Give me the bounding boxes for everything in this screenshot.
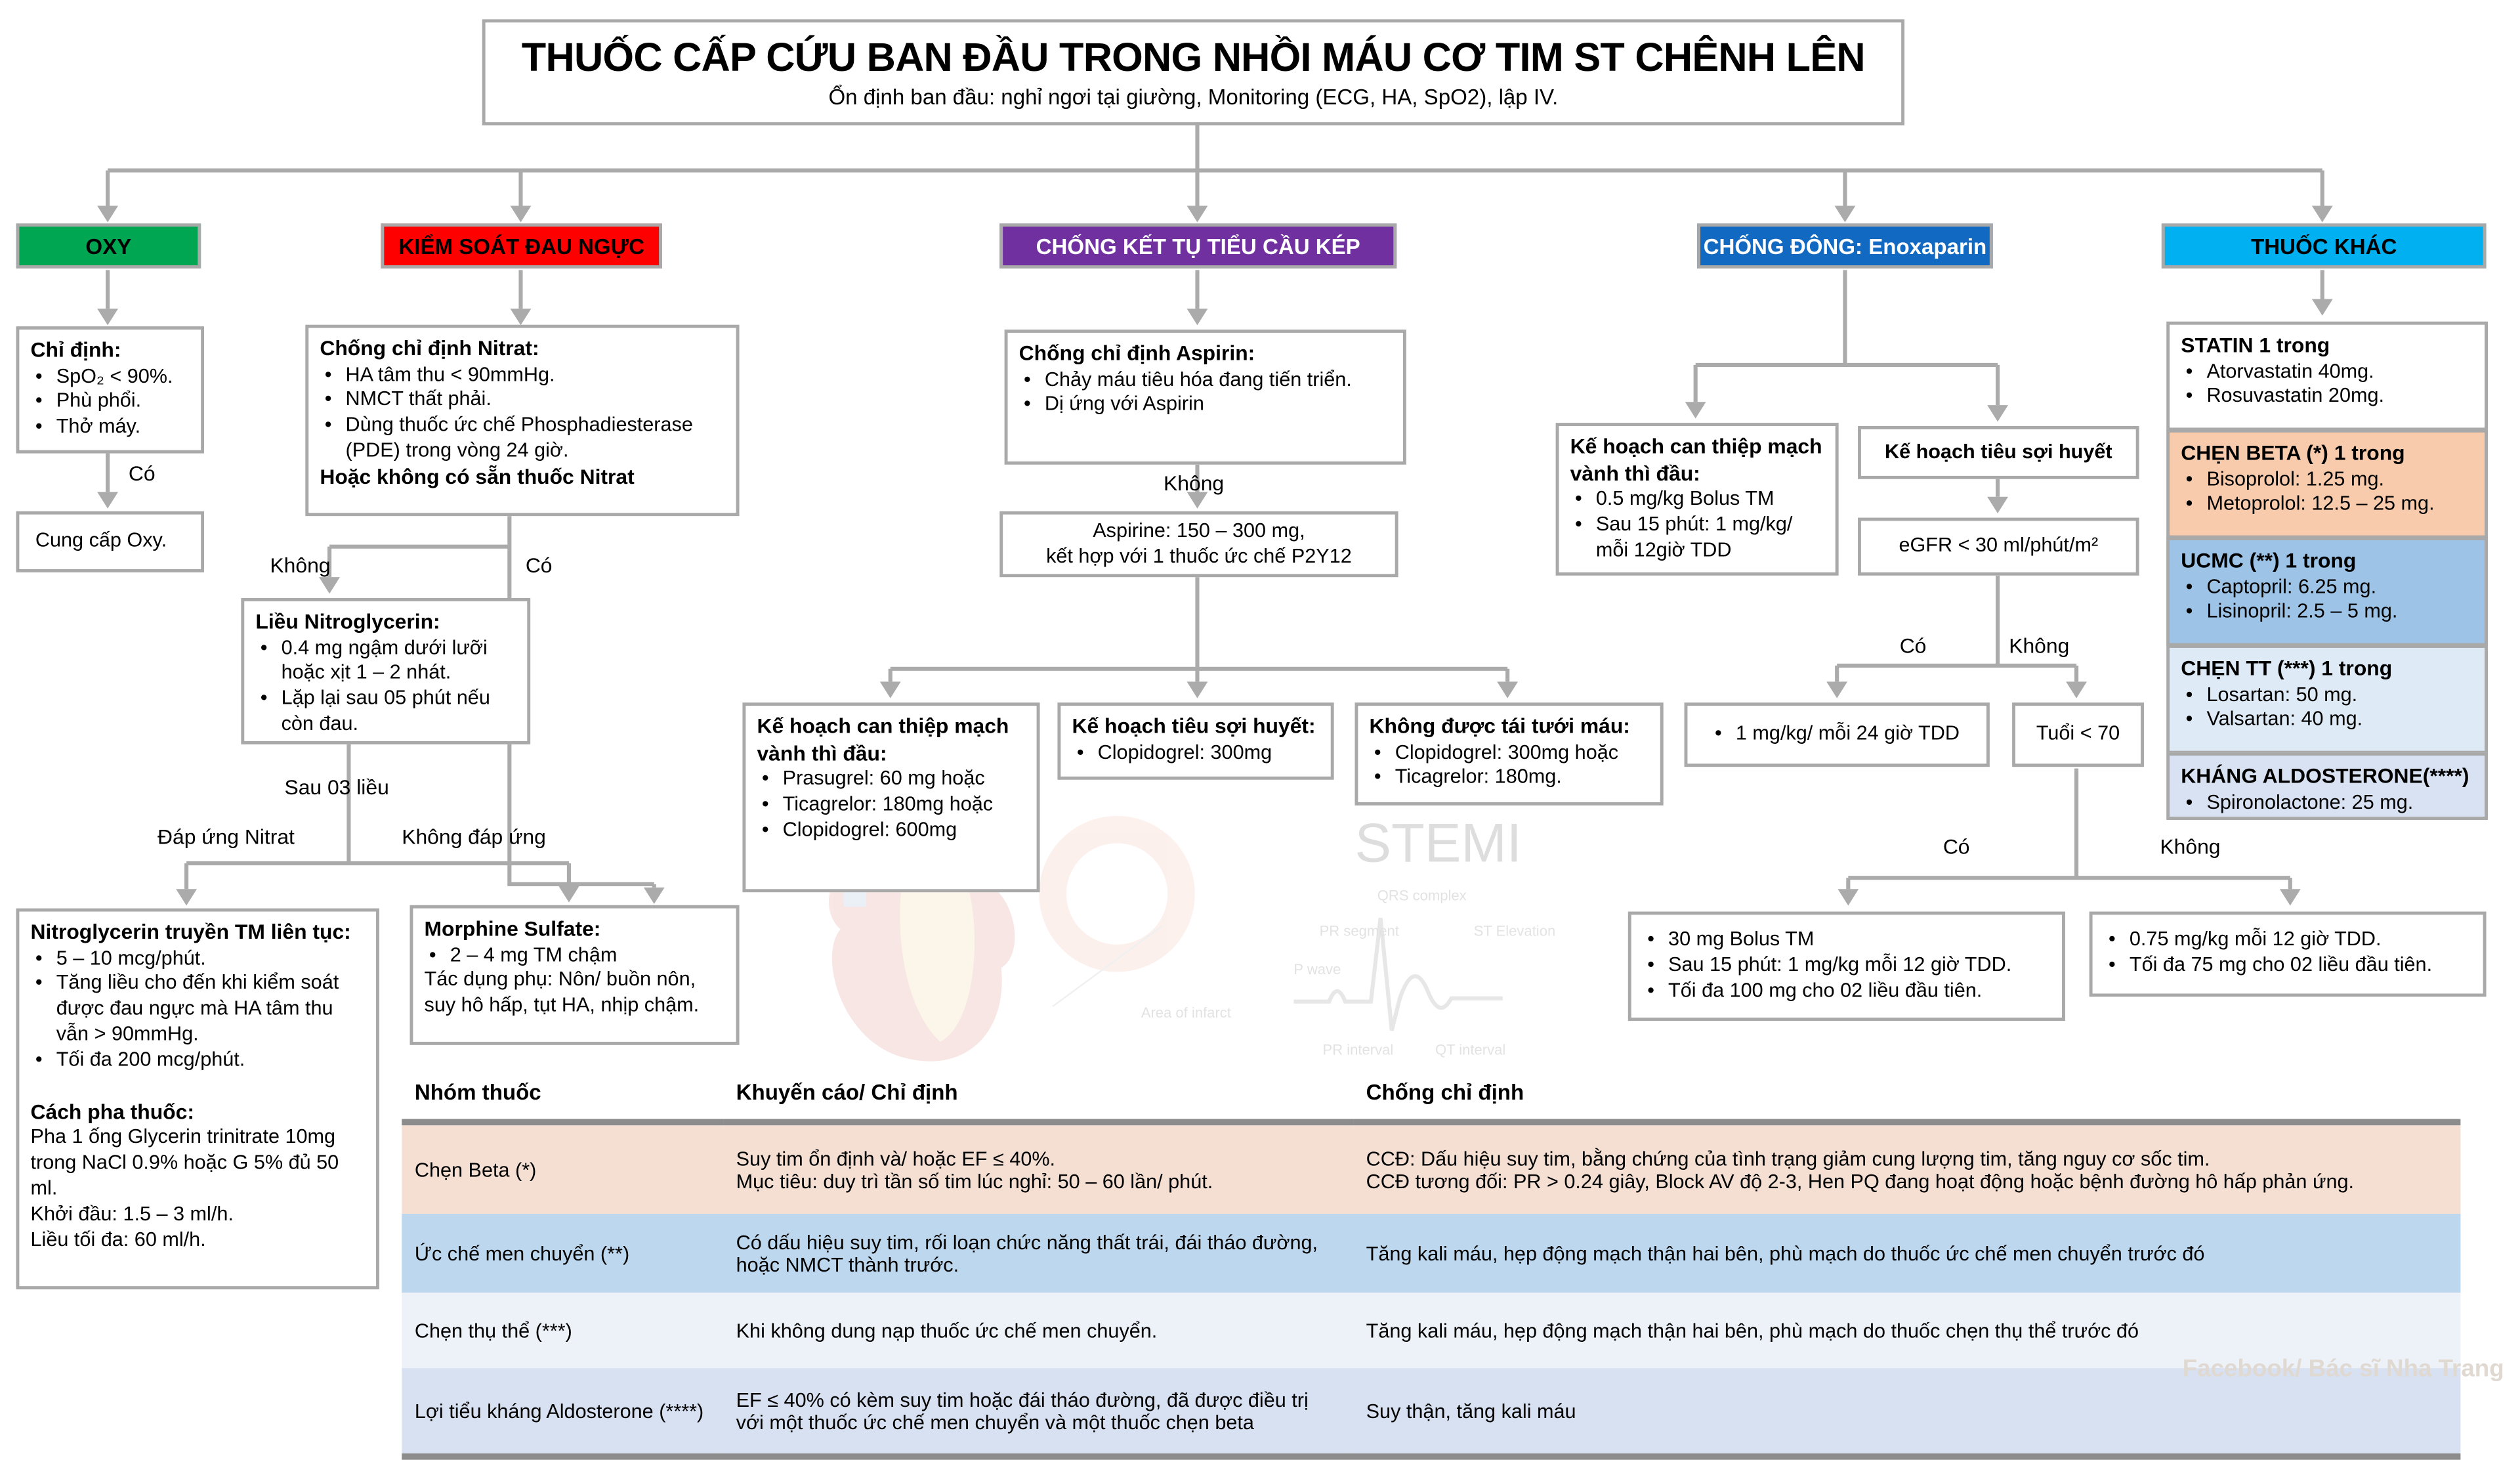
edge-label-after-3-doses: Sau 03 liều — [284, 775, 389, 800]
list-item: • Tối đa 75 mg cho 02 liều đầu tiên. — [2104, 953, 2472, 979]
text-line: Khi không dung nạp thuốc ức chế men chuyển. — [736, 1319, 1158, 1342]
table-cell-rec — [723, 1368, 1353, 1453]
edge-label-yes: Có — [525, 553, 553, 578]
text-line: EF ≤ 40% có kèm suy tim hoặc đái tháo đường, đã được điều trị với một thuốc ức chế men chuyển và một thuốc chẹn beta — [736, 1388, 1309, 1434]
nitrate-contraindication-box — [305, 325, 739, 516]
credit-watermark: Facebook/ Bác sĩ Nha Trang — [2182, 1355, 2504, 1383]
morphine-box — [410, 905, 739, 1045]
list-item: • HA tâm thu < 90mmHg. — [320, 362, 724, 388]
box-footer: Hoặc không có sẵn thuốc Nitrat — [320, 464, 635, 489]
text-line: Aspirine: 150 – 300 mg, — [1093, 519, 1305, 542]
ecg-label: P wave — [1293, 961, 1341, 978]
box-title: Không được tái tưới máu: — [1369, 714, 1630, 739]
edge-label-no: Không — [2160, 834, 2221, 859]
list-item: • Rosuvastatin 20mg. — [2181, 385, 2473, 410]
list-item: • Phù phổi. — [31, 390, 190, 416]
box-title: Chống chỉ định Aspirin: — [1018, 341, 1255, 365]
box-subtitle: Cách pha thuốc: — [30, 1099, 194, 1124]
list-item: • Bisoprolol: 1.25 mg. — [2181, 467, 2473, 492]
list-item: • Sau 15 phút: 1 mg/kg/ mỗi 12giờ TDD — [1570, 513, 1824, 564]
text-line: Pha 1 ống Glycerin trinitrate 10mg trong NaCl 0.9% hoặc G 5% đủ 50 ml. — [30, 1126, 339, 1200]
ecg-label: PR interval — [1322, 1041, 1394, 1058]
text-line: Có dấu hiệu suy tim, rối loạn chức năng thất trái, đái tháo đường, hoặc NMCT thành trước. — [736, 1230, 1318, 1276]
text-line: Khởi đầu: 1.5 – 3 ml/h. — [30, 1202, 234, 1226]
edge-label-no: Không — [270, 553, 331, 578]
list-item: • Ticagrelor: 180mg hoặc — [757, 792, 1025, 818]
table-cell-group: Lợi tiểu kháng Aldosterone (****) — [402, 1368, 723, 1453]
edge-label-yes: Có — [1899, 633, 1927, 658]
list-item: • Spironolactone: 25 mg. — [2181, 790, 2473, 816]
list-item: • NMCT thất phải. — [320, 388, 724, 414]
list-item: • Prasugrel: 60 mg hoặc — [757, 767, 1025, 792]
beta-blocker-box — [2166, 429, 2488, 539]
header-anticoagulant: CHỐNG ĐÔNG: Enoxaparin — [1697, 223, 1993, 268]
list-item: • Tăng liều cho đến khi kiểm soát được đau ngực mà HA tâm thu vẫn > 90mmHg. — [31, 972, 365, 1048]
header-antiplatelet: CHỐNG KẾT TỤ TIỂU CẦU KÉP — [999, 223, 1396, 268]
edge-label-yes: Có — [1942, 834, 1970, 859]
box-title: Liều Nitroglycerin: — [255, 609, 440, 633]
list-item: • Sau 15 phút: 1 mg/kg mỗi 12 giờ TDD. — [1643, 953, 2051, 979]
list-item: • Valsartan: 40 mg. — [2181, 708, 2473, 733]
text-line: Suy tim ổn định và/ hoặc EF ≤ 40%. — [736, 1147, 1056, 1170]
column-header: Nhóm thuốc — [402, 1066, 723, 1126]
dose-24h-box — [1685, 702, 1990, 767]
text-line: kết hợp với 1 thuốc ức chế P2Y12 — [1046, 544, 1352, 567]
table-cell-group: Chẹn Beta (*) — [402, 1125, 723, 1214]
list-item: • Atorvastatin 40mg. — [2181, 359, 2473, 385]
enoxaparin-fibrinolysis-box: Kế hoạch tiêu sợi huyết — [1858, 426, 2139, 479]
edge-label-nitrate-response: Đáp ứng Nitrat — [158, 825, 295, 849]
stemi-watermark-text: STEMI — [1354, 812, 1522, 874]
enoxaparin-pci-box — [1556, 423, 1839, 576]
box-title: STATIN 1 trong — [2181, 332, 2330, 357]
list-item: • Clopidogrel: 600mg — [757, 818, 1025, 844]
list-item: • 2 – 4 mg TM chậm — [425, 943, 725, 968]
page-title: THUỐC CẤP CỨU BAN ĐẦU TRONG NHỒI MÁU CƠ TIM ST CHÊNH LÊN — [521, 35, 1865, 81]
text-line: Tăng kali máu, hẹp động mạch thận hai bên, phù mạch do thuốc chẹn thụ thể trước đó — [1366, 1319, 2139, 1342]
column-header: Chống chỉ định — [1353, 1066, 2460, 1126]
list-item: • SpO₂ < 90%. — [31, 364, 190, 390]
box-title: Kế hoạch tiêu sợi huyết: — [1072, 714, 1316, 739]
box-title: Kế hoạch can thiệp mạch vành thì đầu: — [1570, 434, 1822, 485]
box-title: Nitroglycerin truyền TM liên tục: — [30, 919, 351, 944]
box-title: Morphine Sulfate: — [424, 916, 601, 941]
statin-box — [2166, 322, 2488, 431]
box-title: CHẸN TT (***) 1 trong — [2181, 656, 2393, 680]
text-line: Mục tiêu: duy trì tần số tim lúc nghỉ: 50 – 60 lần/ phút. — [736, 1169, 1213, 1192]
edge-label-no: Không — [2009, 633, 2070, 658]
list-item: • Dùng thuốc ức chế Phosphadiesterase (PDE) trong vòng 24 giờ. — [320, 414, 724, 465]
nitroglycerin-iv-box — [16, 909, 379, 1289]
table-cell-contra — [1353, 1214, 2460, 1293]
ecg-label: QRS complex — [1377, 887, 1467, 904]
edge-label-no-response: Không đáp ứng — [402, 825, 546, 849]
acei-box — [2166, 537, 2488, 647]
list-item: • 1 mg/kg/ mỗi 24 giờ TDD — [1710, 722, 1960, 748]
list-item: • 0.5 mg/kg Bolus TM — [1570, 487, 1824, 513]
list-item: • Dị ứng với Aspirin — [1019, 393, 1392, 418]
list-item: • Clopidogrel: 300mg — [1072, 741, 1319, 766]
header-pain-control: KIỂM SOÁT ĐAU NGỰC — [381, 223, 662, 268]
list-item: • Losartan: 50 mg. — [2181, 683, 2473, 708]
list-item: • Lisinopril: 2.5 – 5 mg. — [2181, 600, 2473, 626]
box-title: CHẸN BETA (*) 1 trong — [2181, 440, 2405, 465]
drug-reference-table — [402, 1066, 2460, 1460]
list-item: • 0.75 mg/kg mỗi 12 giờ TDD. — [2104, 928, 2472, 953]
table-cell-rec — [723, 1125, 1353, 1214]
enoxaparin-under70-box — [1628, 912, 2065, 1021]
ecg-label: ST Elevation — [1473, 922, 1556, 939]
list-item: • 5 – 10 mcg/phút. — [31, 946, 365, 972]
edge-label-yes: Có — [128, 461, 156, 486]
text-line: CCĐ tương đối: PR > 0.24 giây, Block AV độ 2-3, Hen PQ đang hoạt động hoặc bệnh đường hô hấp phản ứng. — [1366, 1169, 2355, 1192]
aldosterone-box — [2166, 752, 2488, 820]
infarct-label: Area of infarct — [1141, 1004, 1231, 1021]
list-item: • Tối đa 100 mg cho 02 liều đầu tiên. — [1643, 979, 2051, 1004]
list-item: • Captopril: 6.25 mg. — [2181, 575, 2473, 601]
list-item: • Thở máy. — [31, 415, 190, 440]
text-line: Liều tối đa: 60 ml/h. — [30, 1228, 206, 1251]
table-cell-group: Chẹn thụ thể (***) — [402, 1293, 723, 1368]
no-reperfusion-box — [1354, 702, 1663, 805]
table-cell-contra — [1353, 1125, 2460, 1214]
edge-label-no: Không — [1164, 471, 1225, 496]
box-title: KHÁNG ALDOSTERONE(****) — [2181, 763, 2469, 788]
nitroglycerin-dose-box — [241, 598, 530, 744]
box-title: Chỉ định: — [30, 337, 121, 362]
list-item: • 30 mg Bolus TM — [1643, 928, 2051, 953]
box-title: UCMC (**) 1 trong — [2181, 548, 2357, 572]
list-item: • Lặp lại sau 05 phút nếu còn đau. — [255, 687, 516, 738]
table-cell-group: Ức chế men chuyển (**) — [402, 1214, 723, 1293]
list-item: • Chảy máu tiêu hóa đang tiến triển. — [1019, 368, 1392, 393]
oxy-indication-box — [16, 326, 204, 453]
enoxaparin-over70-box — [2090, 912, 2487, 997]
age-under-70-box: Tuổi < 70 — [2012, 702, 2144, 767]
column-header: Khuyến cáo/ Chỉ định — [723, 1066, 1353, 1126]
ecg-label: PR segment — [1319, 922, 1399, 939]
table-cell-rec — [723, 1293, 1353, 1368]
table-cell-rec — [723, 1214, 1353, 1293]
pci-plan-box — [742, 702, 1040, 892]
ecg-label: QT interval — [1435, 1041, 1506, 1058]
header-other-drugs: THUỐC KHÁC — [2162, 223, 2487, 268]
oxy-action-box: Cung cấp Oxy. — [16, 511, 204, 572]
list-item: • Tối đa 200 mcg/phút. — [31, 1048, 365, 1074]
text-line: Suy thận, tăng kali máu — [1366, 1399, 1576, 1423]
list-item: • Ticagrelor: 180mg. — [1370, 766, 1649, 792]
title-box — [482, 19, 1904, 125]
header-oxy: OXY — [16, 223, 201, 268]
box-title: Chống chỉ định Nitrat: — [320, 335, 539, 360]
text-line: CCĐ: Dấu hiệu suy tim, bằng chứng của tình trạng giảm cung lượng tim, tăng nguy cơ sốc tim. — [1366, 1147, 2210, 1170]
list-item: • Clopidogrel: 300mg hoặc — [1370, 741, 1649, 766]
list-item: • Metoprolol: 12.5 – 25 mg. — [2181, 492, 2473, 518]
arb-box — [2166, 645, 2488, 754]
text-line: Tăng kali máu, hẹp động mạch thận hai bên, phù mạch do thuốc ức chế men chuyển trước đó — [1366, 1241, 2205, 1265]
egfr-box: eGFR < 30 ml/phút/m² — [1858, 518, 2139, 576]
page-subtitle: Ổn định ban đầu: nghỉ ngơi tại giường, Monitoring (ECG, HA, SpO2), lập IV. — [828, 85, 1559, 110]
aspirin-contraindication-box — [1005, 330, 1406, 465]
aspirin-dose-box — [999, 511, 1398, 577]
fibrinolysis-plan-box — [1057, 702, 1334, 780]
box-title: Kế hoạch can thiệp mạch vành thì đầu: — [757, 714, 1009, 765]
list-item: • 0.4 mg ngậm dưới lưỡi hoặc xịt 1 – 2 nhát. — [255, 636, 516, 687]
side-effects-note: Tác dụng phụ: Nôn/ buồn nôn, suy hô hấp, tụt HA, nhịp chậm. — [424, 968, 700, 1017]
